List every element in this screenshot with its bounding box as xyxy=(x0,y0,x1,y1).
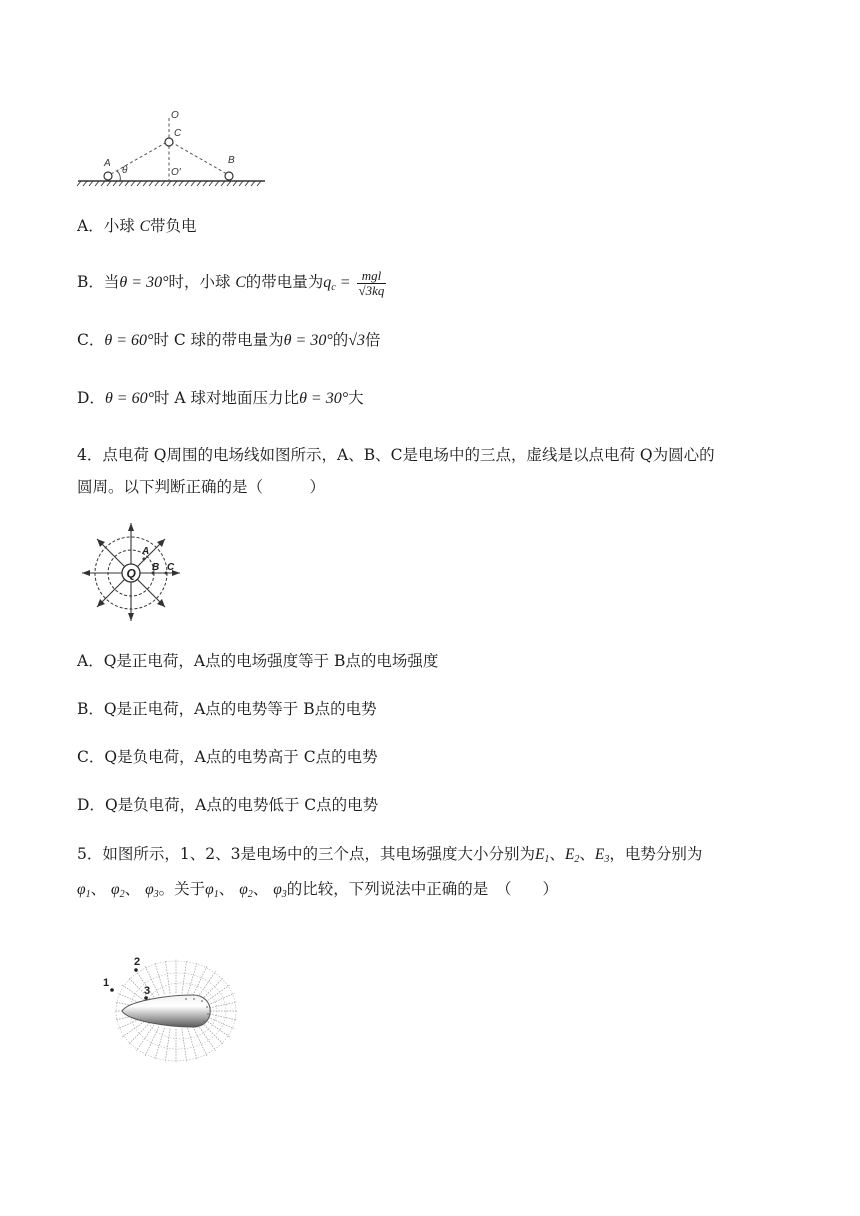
field-line xyxy=(145,1027,159,1056)
q4-option-a[interactable]: A．Q是正电荷，A点的电场强度等于 B点的电场强度 xyxy=(77,652,439,670)
q4-stem-line2: 圆周。以下判断正确的是（ ） xyxy=(77,478,326,496)
field-line xyxy=(182,960,187,993)
q3-option-a[interactable]: A．小球 C带负电 xyxy=(77,217,197,235)
field-line xyxy=(209,1014,237,1020)
q4-option-d[interactable]: D．Q是负电荷，A点的电势低于 C点的电势 xyxy=(77,796,379,814)
field-line xyxy=(208,1017,234,1029)
q3-option-d[interactable]: D．θ = 60°时 A 球对地面压力比θ = 30°大 xyxy=(77,389,364,407)
field-line xyxy=(202,978,223,1000)
field-line xyxy=(208,993,234,1005)
q5-stem-line2: $\varphi_1$、 $\varphi_2$、 $\varphi_3$。关于$\varphi_1$、 $\varphi_2$、 $\varphi_3$的比较，下列说法中正确的是 （ ） xyxy=(77,880,559,900)
q3-label-o: O xyxy=(171,110,179,121)
field-line xyxy=(193,1027,207,1056)
field-line xyxy=(165,960,170,993)
field-line xyxy=(122,1020,146,1037)
field-line xyxy=(165,1029,170,1062)
q3-b-fraction: $\frac{\text{mgl}}{√3kq}$ xyxy=(358,267,385,298)
field-line xyxy=(198,1025,216,1051)
q5-label-2: 2 xyxy=(134,956,141,968)
q3-figure xyxy=(75,108,270,188)
q4-label-b: B xyxy=(152,562,160,573)
q5-label-1: 1 xyxy=(103,977,110,989)
q4-label-a: A xyxy=(142,546,150,557)
q4-option-c[interactable]: C．Q是负电荷，A点的电势高于 C点的电势 xyxy=(77,748,378,766)
q3-label-b: B xyxy=(228,155,235,166)
field-line xyxy=(202,1023,223,1045)
field-line xyxy=(209,1002,237,1008)
q5-stem-line1: 5．如图所示，1、2、3是电场中的三个点，其电场强度大小分别为$E_1$、$E_2$、$E_3$，电势分别为 xyxy=(77,845,703,865)
field-line xyxy=(136,1025,154,1051)
q3-label-o-prime: O′ xyxy=(171,167,181,178)
field-line xyxy=(129,1023,150,1045)
q3-label-c: C xyxy=(174,128,182,139)
field-line xyxy=(122,985,146,1002)
q4-figure xyxy=(80,520,182,622)
q5-label-3: 3 xyxy=(144,985,151,997)
field-line xyxy=(182,1029,187,1062)
q3-option-b[interactable]: B．当θ = 30°时，小球 C的带电量为$q_c$ = $\frac{\text{mgl}}{√3kq}$ xyxy=(77,267,385,298)
q3-option-c[interactable]: C．θ = 60°时 C 球的带电量为θ = 30°的√3倍 xyxy=(77,331,381,349)
field-line xyxy=(205,1020,229,1037)
q4-label-c: C xyxy=(167,562,175,573)
q3-label-a: A xyxy=(104,158,111,169)
field-line xyxy=(198,971,216,997)
q3-label-theta: θ xyxy=(122,165,128,176)
field-line xyxy=(205,985,229,1002)
field-line xyxy=(193,966,207,995)
q4-stem-line1: 4．点电荷 Q周围的电场线如图所示，A、B、C是电场中的三点，虚线是以点电荷 Q为圆心的 xyxy=(77,446,715,464)
q4-label-q: Q xyxy=(126,566,136,581)
q5-figure xyxy=(98,948,238,1078)
q4-option-b[interactable]: B．Q是正电荷，A点的电势等于 B点的电势 xyxy=(77,700,377,718)
